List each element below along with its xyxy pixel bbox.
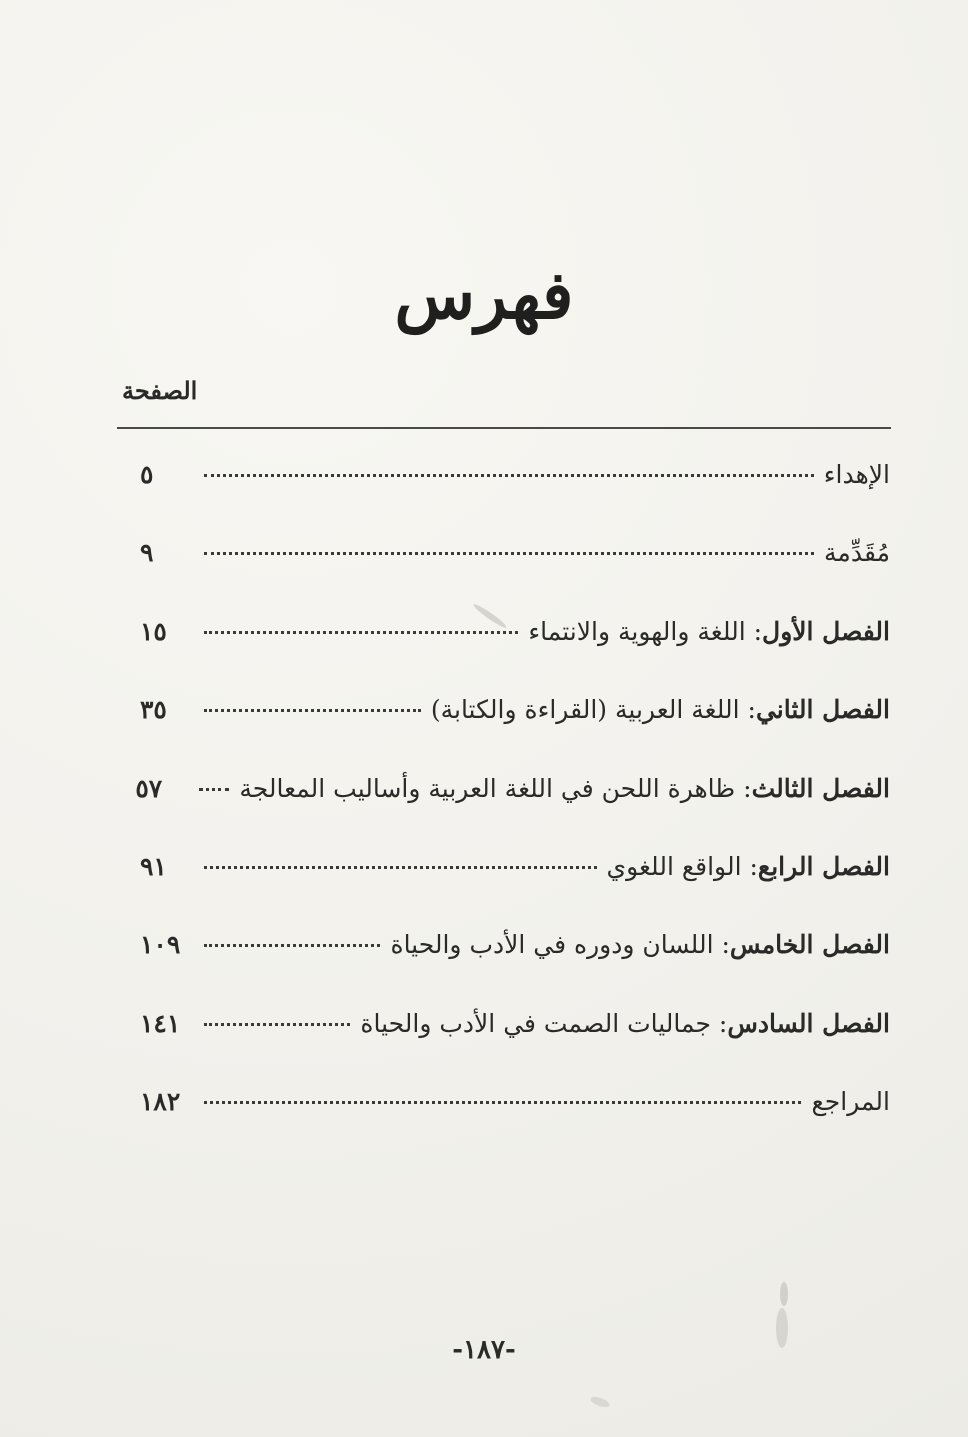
dot-leader [204,1023,350,1026]
toc-entry-label: الفصل الثاني [755,695,890,725]
toc-entry-text-group [824,460,890,489]
toc-entry [140,538,890,616]
paper-speck [780,1282,788,1306]
toc-entry-text-group [431,695,890,724]
toc-entry-title: : اللغة والهوية والانتماء [528,616,763,646]
toc-entry-text-group [607,852,890,881]
toc-entry-label: الفصل الثالث [751,773,890,803]
toc-entry [140,1009,890,1087]
dot-leader [204,474,814,477]
dot-leader [204,709,421,712]
dot-leader [199,788,229,791]
dot-leader [204,631,518,634]
toc-page-number: ١٠٩ [140,930,181,960]
dot-leader [204,866,597,869]
toc-entry-text-group [390,930,890,959]
toc-entry-label: الفصل السادس [727,1008,890,1038]
toc-page-number: ٣٥ [140,695,167,725]
toc-entry-title: : اللغة العربية (القراءة والكتابة) [430,695,756,725]
dot-leader [204,944,380,947]
toc-entry [140,930,890,1008]
toc-entry-label: الفصل الأول [762,616,890,646]
header-divider [117,427,891,429]
table-of-contents [135,460,890,1166]
toc-entry-label: الفصل الخامس [729,930,890,960]
toc-entry-text-group [824,538,890,567]
toc-page-number: ٩ [140,538,154,568]
toc-entry-label: الفصل الرابع [757,851,890,881]
toc-entry-title: الإهداء [823,460,890,489]
toc-entry [140,695,890,773]
page-column-header: الصفحة [122,376,198,405]
toc-entry-text-group [811,1087,890,1116]
toc-entry [140,460,890,538]
toc-entry-text-group [360,1009,890,1038]
toc-page-number: ١٨٢ [140,1087,181,1117]
page-title: فهرس [394,256,574,334]
toc-entry [140,1087,890,1165]
toc-entry-text-group [528,617,890,646]
paper-speck [589,1395,611,1409]
paper-speck [776,1308,788,1348]
toc-entry-title: : الواقع اللغوي [606,851,758,881]
toc-entry [140,617,890,695]
page-number: -١٨٧- [452,1335,516,1365]
toc-entry-title: مُقَدِّمة [824,538,890,568]
toc-entry-title: : جماليات الصمت في الأدب والحياة [360,1008,728,1038]
toc-entry-title: : اللسان ودوره في الأدب والحياة [390,930,730,960]
toc-entry-title: المراجع [811,1087,890,1117]
dot-leader [204,552,814,555]
toc-entry-title: : ظاهرة اللحن في اللغة العربية وأساليب المعالجة [239,773,752,803]
toc-entry [140,852,890,930]
toc-page-number: ٥٧ [135,773,163,803]
toc-page-number: ٩١ [140,851,167,881]
toc-entry [135,773,890,852]
toc-page-number: ٥ [140,460,154,489]
toc-entry-text-group [239,774,890,803]
toc-page-number: ١٤١ [140,1008,181,1038]
dot-leader [204,1101,801,1104]
toc-page-number: ١٥ [140,616,167,646]
